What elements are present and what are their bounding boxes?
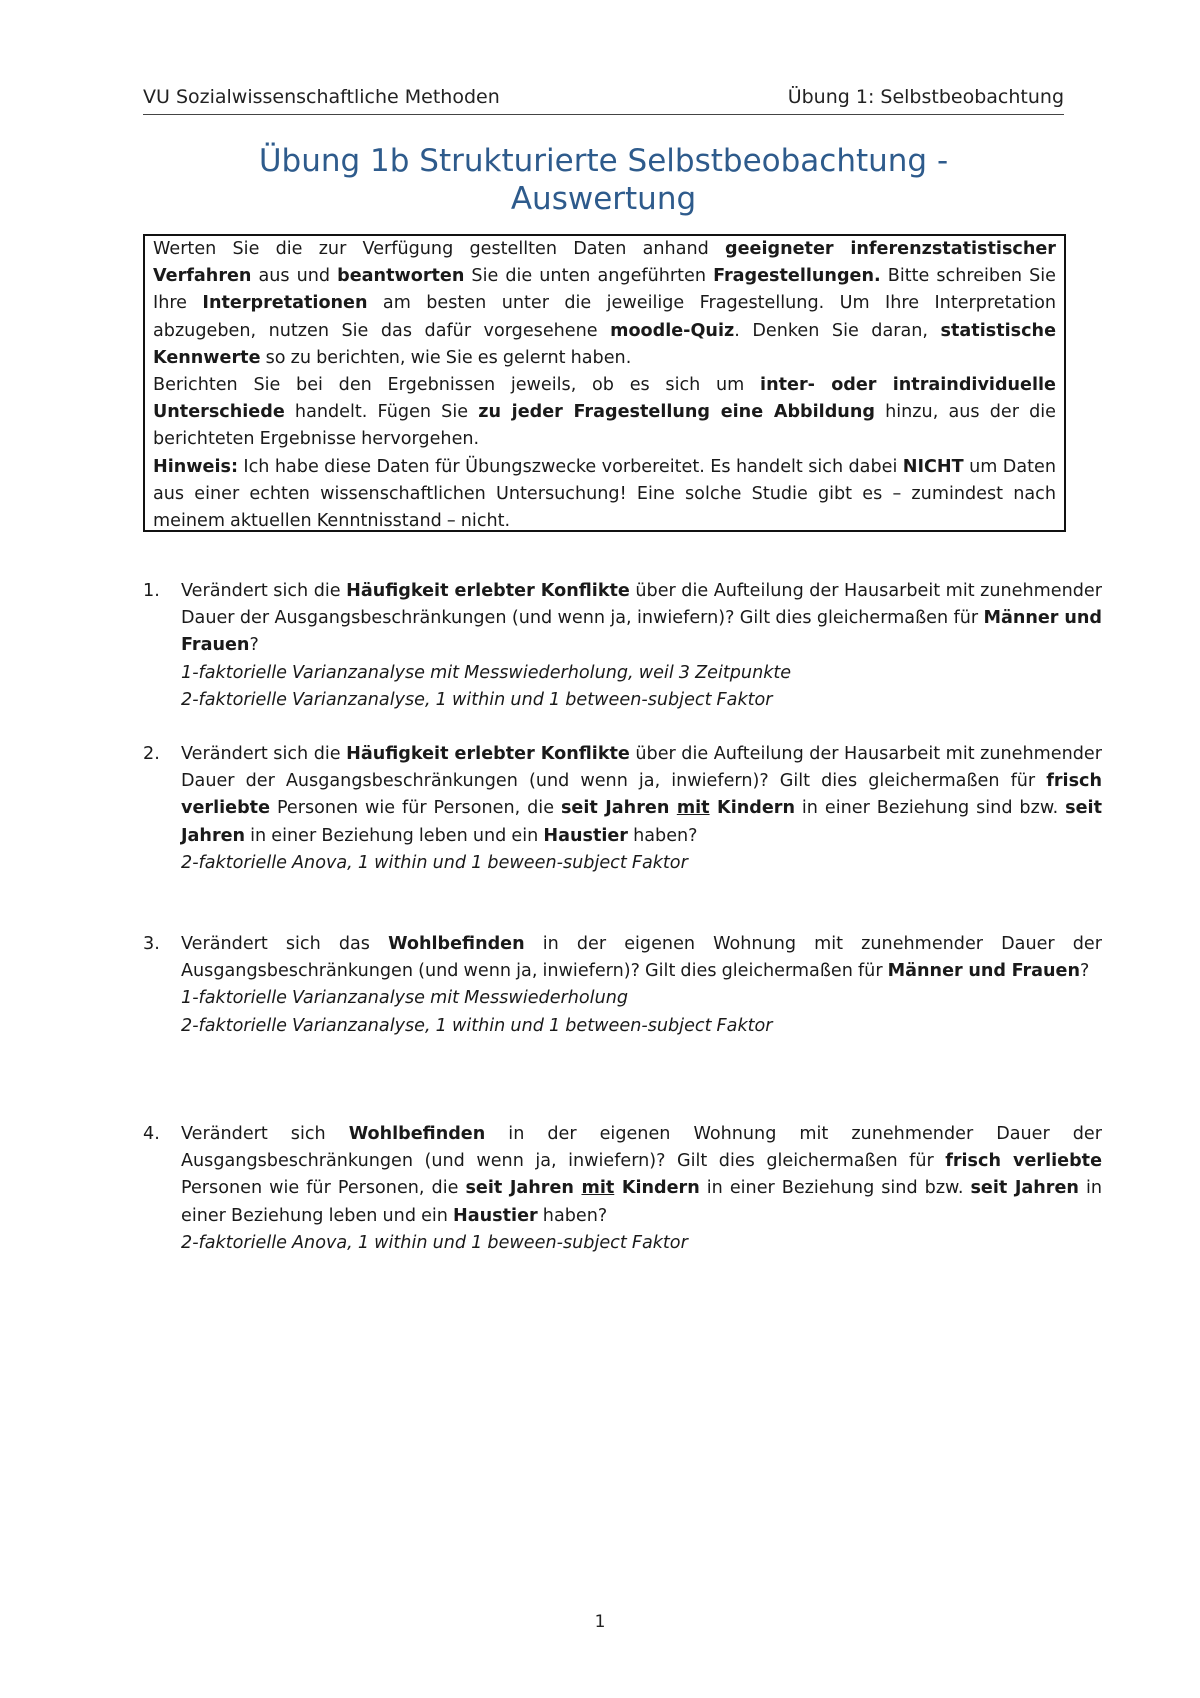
question-answer-note: 2-faktorielle Varianzanalyse, 1 within und 1 between-subject Faktor [181, 1015, 773, 1036]
question-number: 4. [143, 1124, 160, 1144]
page-title [143, 142, 1064, 218]
instructions-paragraph-1: Werten Sie die zur Verfügung gestellten Daten anhand geeigneter inferenzstatistischer Verfahren aus und beantworten Sie die unten angeführten Fragestellungen. Bitte schreiben Sie Ihre Interpretationen am besten unter die jeweilige Fragestellung. Um Ihre Interpretation abzugeben, nutzen Sie das dafür vorgesehene moodle-Quiz. Denken Sie daran, statistische Kennwerte so zu berichten, wie Sie es gelernt haben. [153, 239, 1056, 368]
page-header [143, 84, 1064, 115]
page-number: 1 [594, 1612, 606, 1632]
page-title-line-2: Auswertung [510, 181, 697, 217]
page-title-line-1: Übung 1b Strukturierte Selbstbeobachtung - [258, 143, 949, 179]
question-answer-note: 1-faktorielle Varianzanalyse mit Messwiederholung [181, 988, 629, 1009]
question-item-1 [143, 578, 1102, 714]
question-item-4 [143, 1121, 1102, 1257]
question-text: Verändert sich die Häufigkeit erlebter Konflikte über die Aufteilung der Hausarbeit mit zunehmender Dauer der Ausgangsbeschränkungen (und wenn ja, inwiefern)? Gilt dies gleichermaßen für frisch verliebte Personen wie für Personen, die seit Jahren mit Kindern in einer Beziehung sind bzw. seit Jahren in einer Beziehung leben und ein Haustier haben? [181, 744, 1102, 846]
question-text: Verändert sich Wohlbefinden in der eigenen Wohnung mit zunehmender Dauer der Ausgangsbeschränkungen (und wenn ja, inwiefern)? Gilt dies gleichermaßen für frisch verliebte Personen wie für Personen, die seit Jahren mit Kindern in einer Beziehung sind bzw. seit Jahren in einer Beziehung leben und ein Haustier haben? [181, 1124, 1103, 1226]
question-item-2 [143, 741, 1102, 877]
question-number: 2. [143, 744, 160, 764]
instructions-box [143, 234, 1066, 532]
question-text: Verändert sich die Häufigkeit erlebter Konflikte über die Aufteilung der Hausarbeit mit zunehmender Dauer der Ausgangsbeschränkungen (und wenn ja, inwiefern)? Gilt dies gleichermaßen für Männer und Frauen? [181, 581, 1103, 656]
question-answer-note: 2-faktorielle Varianzanalyse, 1 within und 1 between-subject Faktor [181, 689, 773, 710]
question-answer-note: 1-faktorielle Varianzanalyse mit Messwiederholung, weil 3 Zeitpunkte [181, 662, 792, 683]
question-answer-note: 2-faktorielle Anova, 1 within und 1 beween-subject Faktor [181, 852, 688, 873]
instructions-paragraph-2: Berichten Sie bei den Ergebnissen jeweils, ob es sich um inter- oder intraindividuelle Unterschiede handelt. Fügen Sie zu jeder Fragestellung eine Abbildung hinzu, aus der die berichteten Ergebnisse hervorgehen. [153, 375, 1056, 450]
question-item-3 [143, 931, 1102, 1040]
header-course-name: VU Sozialwissenschaftliche Methoden [143, 86, 500, 108]
question-text: Verändert sich das Wohlbefinden in der eigenen Wohnung mit zunehmender Dauer der Ausgangsbeschränkungen (und wenn ja, inwiefern)? Gilt dies gleichermaßen für Männer und Frauen? [181, 934, 1102, 982]
question-number: 1. [143, 581, 160, 601]
header-exercise-name: Übung 1: Selbstbeobachtung [787, 86, 1064, 108]
instructions-note: Hinweis: Ich habe diese Daten für Übungszwecke vorbereitet. Es handelt sich dabei NICHT um Daten aus einer echten wissenschaftlichen Untersuchung! Eine solche Studie gibt es – zumindest nach meinem aktuellen Kenntnisstand – nicht. [153, 456, 1056, 532]
question-number: 3. [143, 934, 160, 954]
question-answer-note: 2-faktorielle Anova, 1 within und 1 beween-subject Faktor [181, 1232, 688, 1253]
